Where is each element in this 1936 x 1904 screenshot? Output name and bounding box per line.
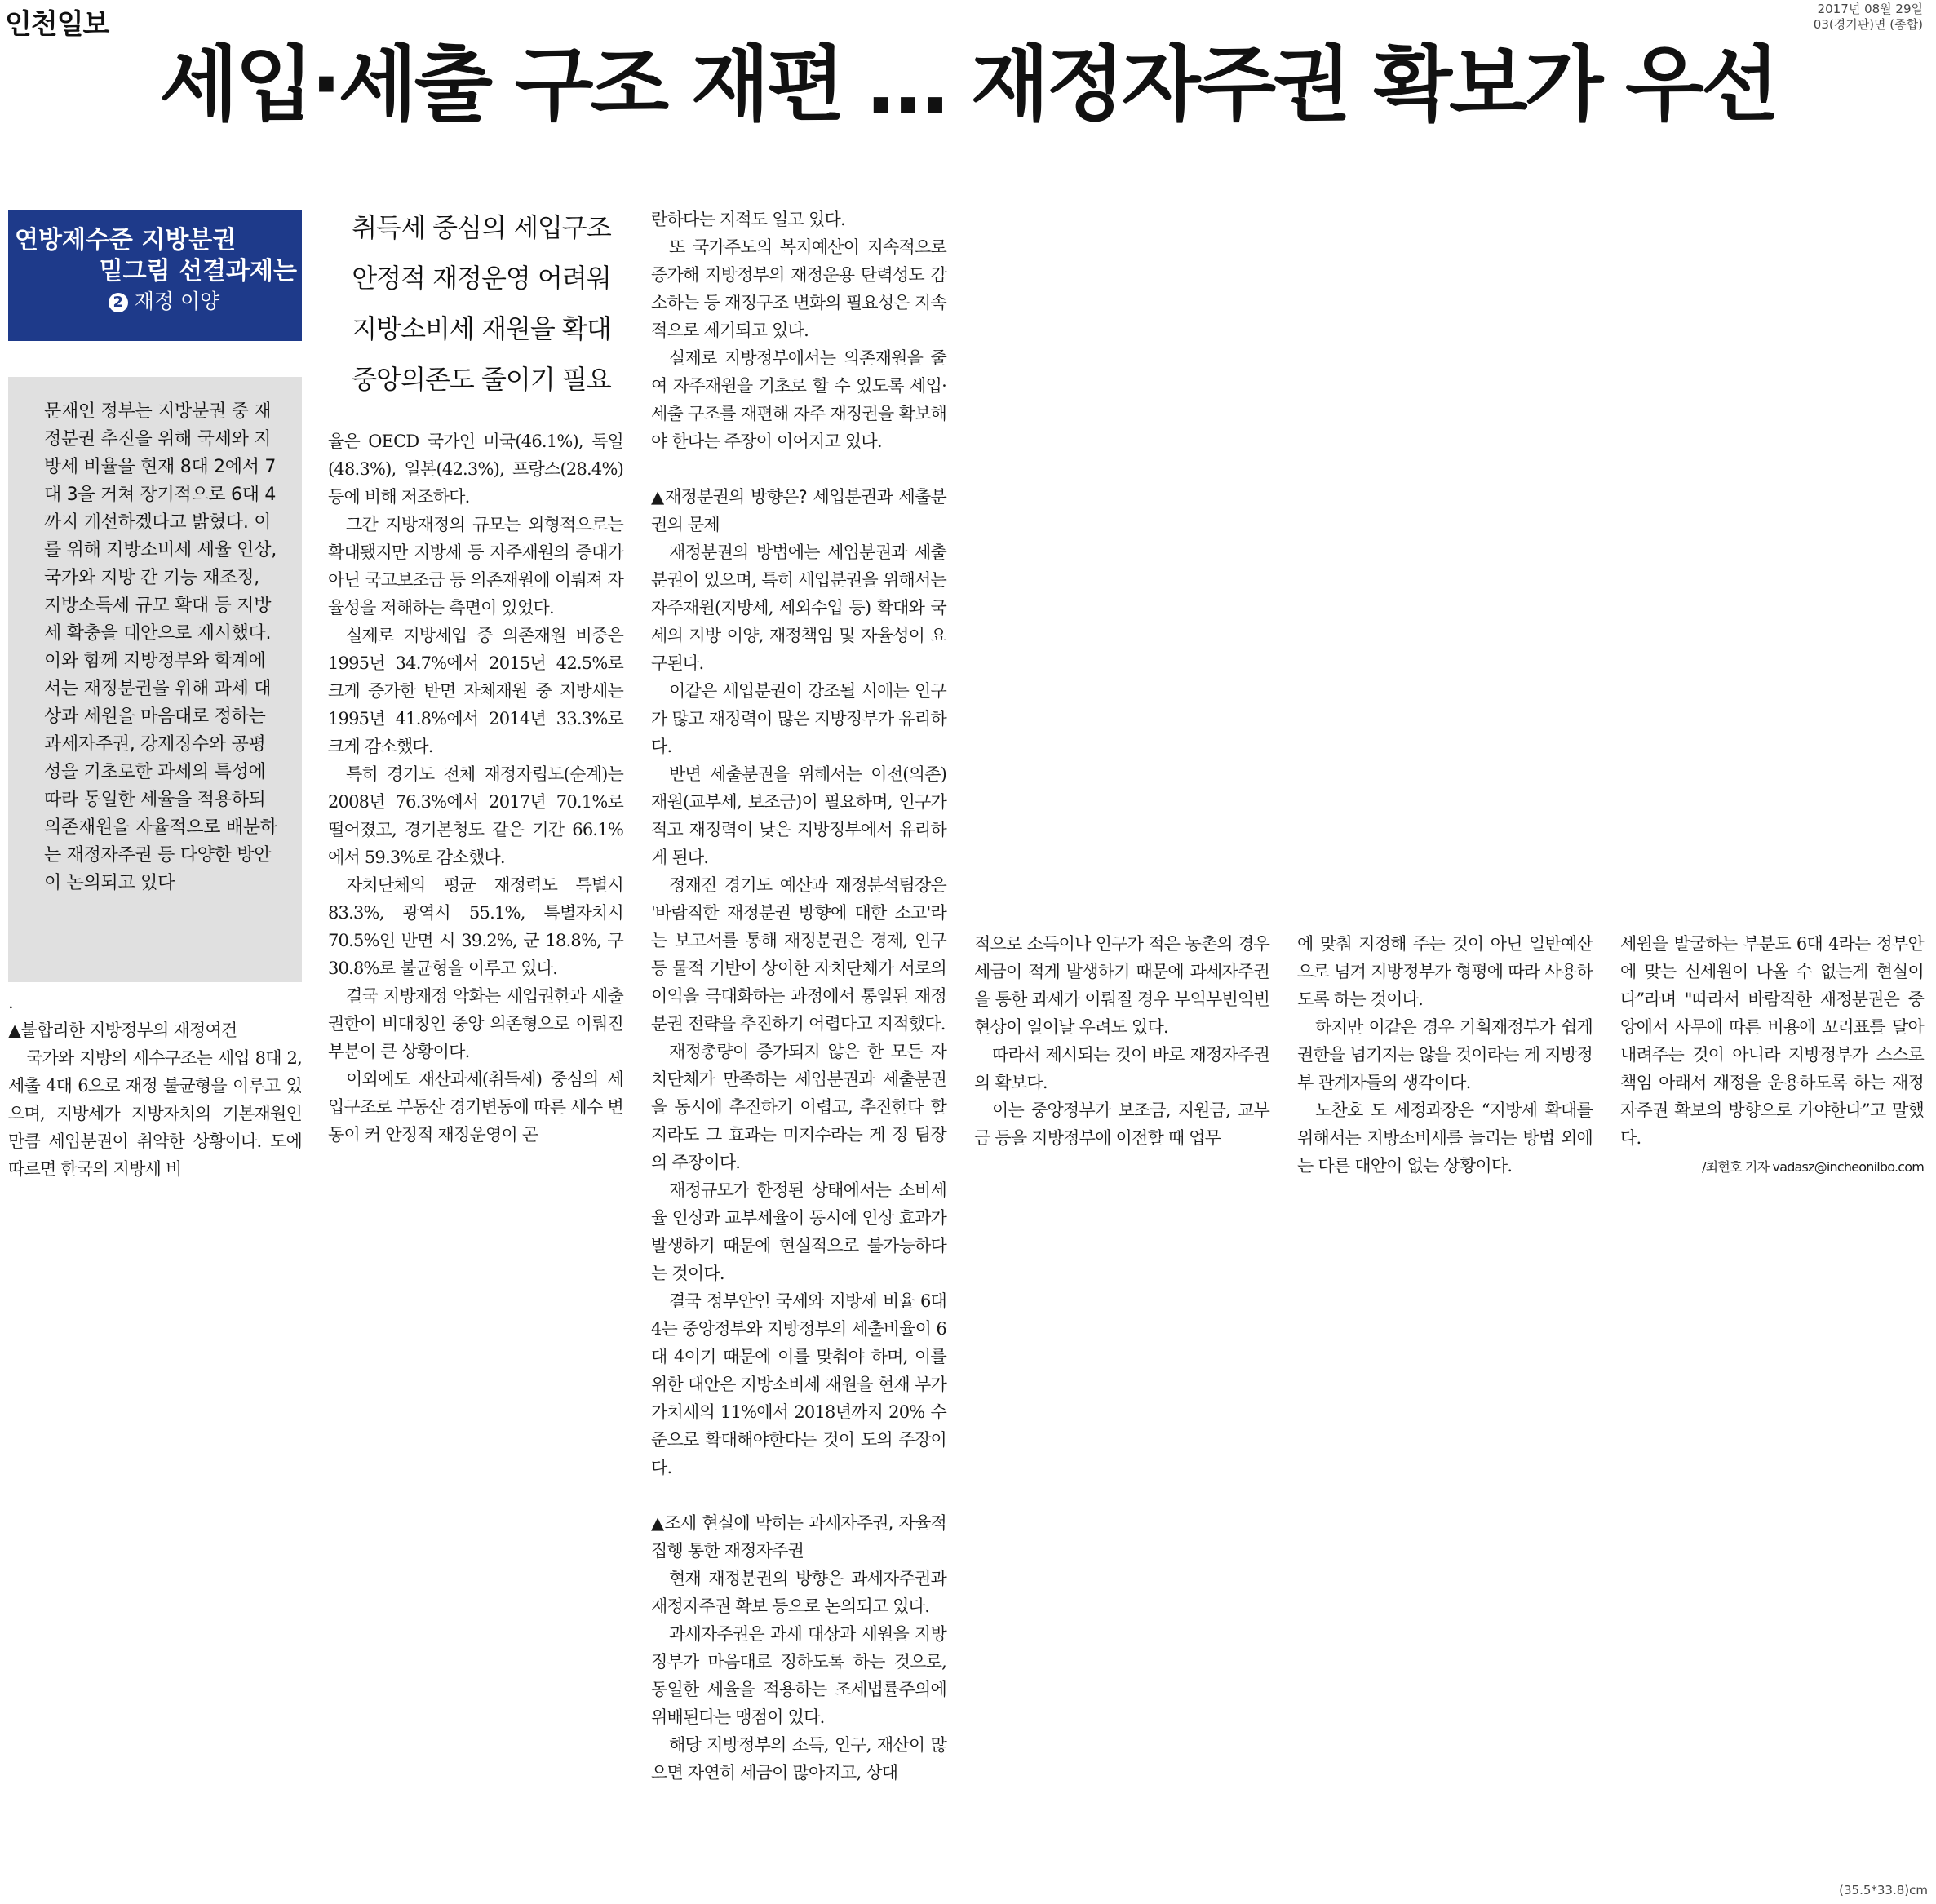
paragraph: 하지만 이같은 경우 기획재정부가 쉽게 권한을 넘기지는 않을 것이라는 게 지방정부 관계자들의 생각이다.: [1297, 1017, 1593, 1092]
paragraph: 이같은 세입분권이 강조될 시에는 인구가 많고 재정력이 많은 지방정부가 유리하다.: [651, 681, 946, 756]
size-footnote: (35.5*33.8)cm: [1839, 1883, 1928, 1897]
paragraph: 정재진 경기도 예산과 재정분석팀장은 '바람직한 재정분권 방향에 대한 소고'라는 보고서를 통해 재정분권은 경제, 인구 등 물적 기반이 상이한 자치단체가 서로의 이익을 극대화하는 과정에서 통일된 재정분권 전략을 추진하기 어렵다고 지적했다.: [651, 875, 946, 1034]
section-heading-3: ▲조세 현실에 막히는 과세자주권, 자율적 집행 통한 재정자주권: [651, 1513, 946, 1561]
series-part-label: 재정 이양: [134, 290, 220, 313]
masthead-logo: 인천일보: [5, 8, 109, 41]
paragraph: 해당 지방정부의 소득, 인구, 재산이 많으면 자연히 세금이 많아지고, 상대: [651, 1735, 946, 1782]
subheadline-1: 취득세 중심의 세입구조: [352, 212, 611, 243]
issue-date: 2017년 08월 29일: [1817, 2, 1923, 16]
paragraph: 현재 재정분권의 방향은 과세자주권과 재정자주권 확보 등으로 논의되고 있다.: [651, 1569, 946, 1616]
article-column-6: [1620, 930, 1924, 1181]
paragraph: 재정규모가 한정된 상태에서는 소비세율 인상과 교부세율이 동시에 인상 효과가 발생하기 때문에 현실적으로 불가능하다는 것이다.: [651, 1180, 946, 1283]
paragraph: 또 국가주도의 복지예산이 지속적으로 증가해 지방정부의 재정운용 탄력성도 감소하는 등 재정구조 변화의 필요성은 지속적으로 제기되고 있다.: [651, 237, 946, 340]
paragraph: 결국 정부안인 국세와 지방세 비율 6대 4는 중앙정부와 지방정부의 세출비율이 6대 4이기 때문에 이를 맞춰야 하며, 이를 위한 대안은 지방소비세 재원을 현재 부가가치세의 11%에서 2018년까지 20% 수준으로 확대해야한다는 것이 도의 주장이다.: [651, 1291, 946, 1477]
paragraph: 노찬호 도 세정과장은 “지방세 확대를 위해서는 지방소비세를 늘리는 방법 외에는 다른 대안이 없는 상황이다.: [1297, 1100, 1593, 1176]
series-banner: [8, 210, 302, 341]
paragraph: 반면 세출분권을 위해서는 이전(의존)재원(교부세, 보조금)이 필요하며, 인구가 적고 재정력이 낮은 지방정부에서 유리하게 된다.: [651, 764, 946, 867]
subheadline-block: [326, 202, 636, 405]
series-number-badge: 2: [109, 293, 128, 312]
section-heading-2: ▲재정분권의 방향은? 세입분권과 세출분권의 문제: [651, 487, 946, 534]
article-column-4: [974, 930, 1269, 1152]
paragraph: 이는 중앙정부가 보조금, 지원금, 교부금 등을 지방정부에 이전할 때 업무: [974, 1100, 1269, 1148]
paragraph: 재정총량이 증가되지 않은 한 모든 자치단체가 만족하는 세입분권과 세출분권을 동시에 추진하기 어렵고, 추진한다 할지라도 그 효과는 미지수라는 게 정 팀장의 주장이다.: [651, 1042, 946, 1172]
subheadline-4: 중앙의존도 줄이기 필요: [352, 364, 611, 395]
paragraph: 국가와 지방의 세수구조는 세입 8대 2, 세출 4대 6으로 재정 불균형을 이루고 있으며, 지방세가 지방자치의 기본재원인 만큼 세입분권이 취약한 상황이다. 도에 따르면 한국의 지방세 비: [8, 1048, 302, 1179]
paragraph: 세원을 발굴하는 부분도 6대 4라는 정부안에 맞는 신세원이 나올 수 없는게 현실이다”라며 "따라서 바람직한 재정분권은 중앙에서 사무에 따른 비용에 꼬리표를 달아 내려주는 것이 아니라 지방정부가 스스로 책임 아래서 재정을 운용하도록 하는 재정자주권 확보의 방향으로 가야한다”고 말했다.: [1620, 934, 1924, 1148]
paragraph: 실제로 지방세입 중 의존재원 비중은 1995년 34.7%에서 2015년 42.5%로 크게 증가한 반면 자체재원 중 지방세는 1995년 41.8%에서 2014년 33.3%로 크게 감소했다.: [328, 626, 623, 756]
series-title-line2: 밑그림 선결과제는: [99, 257, 297, 286]
paragraph: 자치단체의 평균 재정력도 특별시 83.3%, 광역시 55.1%, 특별자치시 70.5%인 반면 시 39.2%, 군 18.8%, 구 30.8%로 불균형을 이루고 있다.: [328, 875, 623, 978]
byline: /최현호 기자 vadasz@incheonilbo.com: [1702, 1159, 1924, 1175]
subheadline-2: 안정적 재정운영 어려워: [352, 263, 611, 294]
series-part: [8, 287, 302, 317]
paragraph: 따라서 제시되는 것이 바로 재정자주권의 확보다.: [974, 1045, 1269, 1092]
subheadline-3: 지방소비세 재원을 확대: [352, 313, 611, 344]
column-marker: .: [8, 993, 13, 1012]
article-column-2: [328, 427, 623, 1149]
lead-box: [8, 377, 302, 982]
section-heading-1: ▲불합리한 지방정부의 재정여건: [8, 1021, 237, 1040]
paragraph: 결국 지방재정 악화는 세입권한과 세출권한이 비대칭인 중앙 의존형으로 이뤄진 부분이 큰 상황이다.: [328, 986, 623, 1061]
page-section: 03(경기판)면 (종합): [1813, 17, 1923, 32]
paragraph: 과세자주권은 과세 대상과 세원을 지방정부가 마음대로 정하도록 하는 것으로, 동일한 세율을 적용하는 조세법률주의에 위배된다는 맹점이 있다.: [651, 1624, 946, 1727]
article-column-3: [651, 206, 946, 1787]
article-column-5: [1297, 930, 1593, 1180]
paragraph: 그간 지방재정의 규모는 외형적으로는 확대됐지만 지방세 등 자주재원의 증대가 아닌 국고보조금 등 의존재원에 이뤄져 자율성을 저해하는 측면이 있었다.: [328, 515, 623, 618]
paragraph: 적으로 소득이나 인구가 적은 농촌의 경우 세금이 적게 발생하기 때문에 과세자주권을 통한 과세가 이뤄질 경우 부익부빈익빈 현상이 일어날 우려도 있다.: [974, 934, 1269, 1037]
dateline: [1814, 2, 1923, 33]
paragraph: 란하다는 지적도 일고 있다.: [651, 210, 845, 229]
paragraph: 재정분권의 방법에는 세입분권과 세출분권이 있으며, 특히 세입분권을 위해서는 자주재원(지방세, 세외수입 등) 확대와 국세의 지방 이양, 재정책임 및 자율성이 요구된다.: [651, 542, 946, 673]
headline: 세입·세출 구조 재편 … 재정자주권 확보가 우선: [159, 37, 1777, 132]
paragraph: 특히 경기도 전체 재정자립도(순계)는 2008년 76.3%에서 2017년 70.1%로 떨어졌고, 경기본청도 같은 기간 66.1%에서 59.3%로 감소했다.: [328, 764, 623, 867]
paragraph: 실제로 지방정부에서는 의존재원을 줄여 자주재원을 기초로 할 수 있도록 세입·세출 구조를 재편해 자주 재정권을 확보해야 한다는 주장이 이어지고 있다.: [651, 348, 946, 451]
series-title-line1: 연방제수준 지방분권: [15, 226, 237, 255]
article-column-1: [8, 989, 302, 1183]
lead-text: 문재인 정부는 지방분권 중 재정분권 추진을 위해 국세와 지방세 비율을 현재 8대 2에서 7대 3을 거쳐 장기적으로 6대 4까지 개선하겠다고 밝혔다. 이를 위해 지방소비세 세율 인상, 국가와 지방 간 기능 재조정, 지방소득세 규모 확대 등 지방세 확충을 대안으로 제시했다. 이와 함께 지방정부와 학계에서는 재정분권을 위해 과세 대상과 세원을 마음대로 정하는 과세자주권, 강제징수와 공평성을 기초로한 과세의 특성에 따라 동일한 세율을 적용하되 의존재원을 자율적으로 배분하는 재정자주권 등 다양한 방안이 논의되고 있다: [44, 401, 277, 893]
paragraph: 이외에도 재산과세(취득세) 중심의 세입구조로 부동산 경기변동에 따른 세수 변동이 커 안정적 재정운영이 곤: [328, 1069, 623, 1145]
paragraph: 율은 OECD 국가인 미국(46.1%), 독일(48.3%), 일본(42.3%), 프랑스(28.4%) 등에 비해 저조하다.: [328, 432, 623, 507]
paragraph: 에 맞춰 지정해 주는 것이 아닌 일반예산으로 넘겨 지방정부가 형평에 따라 사용하도록 하는 것이다.: [1297, 934, 1593, 1009]
